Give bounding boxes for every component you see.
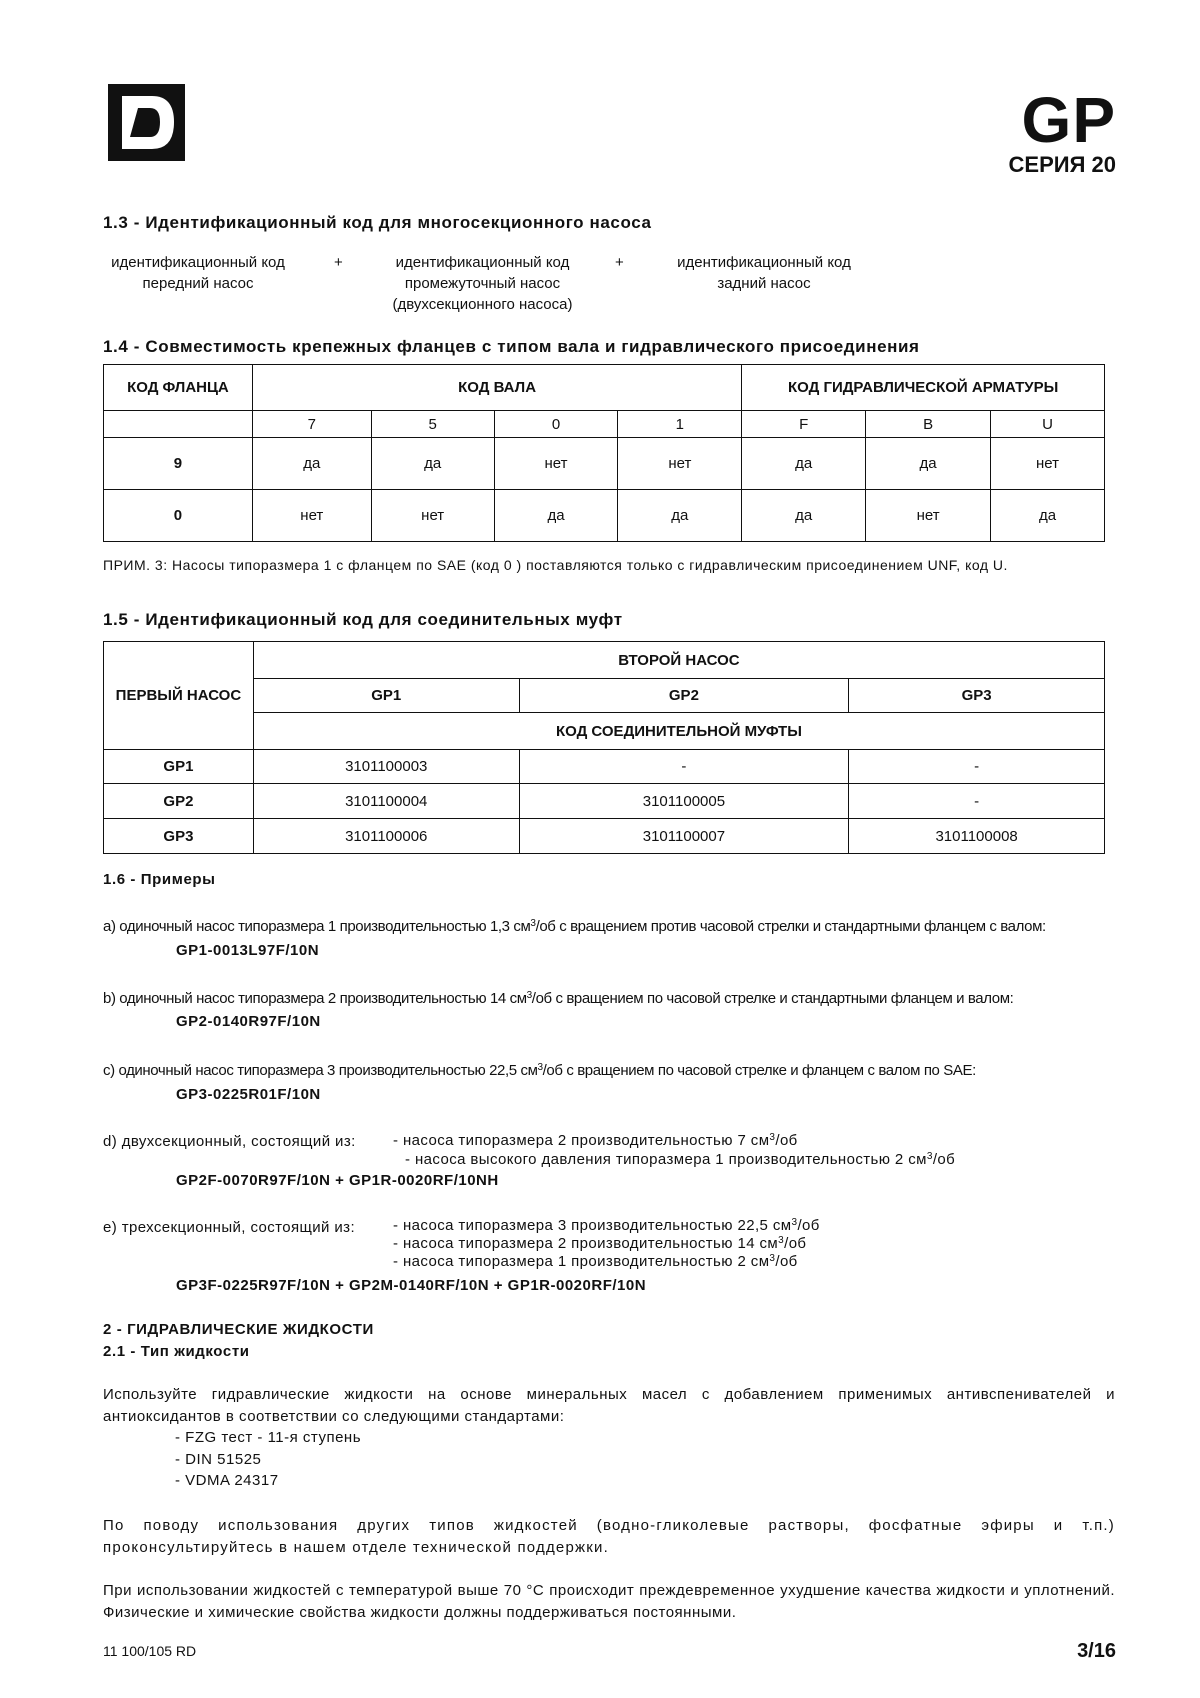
table-cell: нет xyxy=(252,490,371,542)
row-header: GP3 xyxy=(104,819,254,854)
table-cell: - xyxy=(849,750,1105,784)
row-header: GP2 xyxy=(104,784,254,819)
example-c-post: /об с вращением по часовой стрелке и фланцем с валом по SAE: xyxy=(542,1062,976,1079)
plus-sign: + xyxy=(334,254,343,271)
middle-pump-label-3: (двухсекционного насоса) xyxy=(392,296,573,313)
fluid-paragraph-2: По поводу использования других типов жидкостей (водно-гликолевые растворы, фосфатные эфиры и т.п.) проконсультируйтесь в нашем отделе технической поддержки. xyxy=(103,1517,1115,1556)
example-c-pre: c) одиночный насос типоразмера 3 производительностью 22,5 см xyxy=(103,1062,538,1079)
example-d-components xyxy=(393,1131,955,1169)
table-cell: 3101100004 xyxy=(253,784,519,819)
component-unit: /об xyxy=(784,1235,807,1252)
column-header: GP3 xyxy=(849,679,1105,713)
table-cell: нет xyxy=(991,438,1105,490)
component-line: - насоса типоразмера 3 производительностью 22,5 см xyxy=(393,1217,792,1234)
example-d-label: d) двухсекционный, состоящий из: xyxy=(103,1133,356,1150)
table-cell: - xyxy=(849,784,1105,819)
example-a-code: GP1-0013L97F/10N xyxy=(176,942,320,959)
superscript: 3 xyxy=(526,990,532,1001)
fitting-code-header: КОД ГИДРАВЛИЧЕСКОЙ АРМАТУРЫ xyxy=(742,365,1105,411)
example-b-text xyxy=(103,989,1013,1008)
table-row xyxy=(104,750,1105,784)
list-item: - VDMA 24317 xyxy=(175,1472,279,1489)
table-cell: - xyxy=(519,750,849,784)
column-header: GP2 xyxy=(519,679,849,713)
coupling-code-header: КОД СОЕДИНИТЕЛЬНОЙ МУФТЫ xyxy=(253,713,1104,750)
subheader-cell: U xyxy=(991,411,1105,438)
flange-compatibility-table xyxy=(103,364,1105,542)
second-pump-header: ВТОРОЙ НАСОС xyxy=(253,642,1104,679)
table-cell: да xyxy=(252,438,371,490)
table-cell: 3101100005 xyxy=(519,784,849,819)
table-cell: 3101100007 xyxy=(519,819,849,854)
row-header: GP1 xyxy=(104,750,254,784)
page-number: 3/16 xyxy=(1077,1640,1116,1662)
superscript: 3 xyxy=(926,1151,933,1162)
first-pump-header: ПЕРВЫЙ НАСОС xyxy=(104,642,254,750)
example-a-text xyxy=(103,917,1046,936)
table-cell: 3101100008 xyxy=(849,819,1105,854)
example-d-code: GP2F-0070R97F/10N + GP1R-0020RF/10NH xyxy=(176,1172,499,1189)
standards-list xyxy=(175,1427,361,1492)
component-line: - насоса высокого давления типоразмера 1 производительностью 2 см xyxy=(405,1151,927,1168)
column-header: GP1 xyxy=(253,679,519,713)
table-cell: да xyxy=(371,438,494,490)
component-unit: /об xyxy=(775,1132,798,1149)
middle-pump-label-2: промежуточный насос xyxy=(404,275,561,292)
component-line: - насоса типоразмера 2 производительностью 7 см xyxy=(393,1132,770,1149)
series-label: СЕРИЯ 20 xyxy=(1008,152,1116,177)
table-note: ПРИМ. 3: Насосы типоразмера 1 с фланцем по SAE (код 0 ) поставляются только с гидравлическим присоединением UNF, код U. xyxy=(103,557,1008,573)
superscript: 3 xyxy=(769,1253,776,1264)
document-number: 11 100/105 RD xyxy=(103,1643,197,1659)
table-cell: нет xyxy=(494,438,618,490)
middle-pump-label-1: идентификационный код xyxy=(395,254,570,271)
example-b-pre: b) одиночный насос типоразмера 2 производительностью 14 см xyxy=(103,990,527,1007)
coupling-code-table xyxy=(103,641,1105,854)
flange-code-cell: 9 xyxy=(104,438,253,490)
example-b-code: GP2-0140R97F/10N xyxy=(176,1013,321,1030)
subheader-cell: 7 xyxy=(252,411,371,438)
section-1-4-title: 1.4 - Совместимость крепежных фланцев с типом вала и гидравлического присоединения xyxy=(103,337,920,356)
superscript: 3 xyxy=(537,1062,543,1073)
example-c-code: GP3-0225R01F/10N xyxy=(176,1086,321,1103)
list-item: - DIN 51525 xyxy=(175,1450,262,1468)
shaft-code-header: КОД ВАЛА xyxy=(252,365,741,411)
subheader-cell: 1 xyxy=(618,411,742,438)
table-cell: да xyxy=(742,438,866,490)
table-cell: нет xyxy=(866,490,991,542)
table-cell: нет xyxy=(371,490,494,542)
component-line: - насоса типоразмера 2 производительностью 14 см xyxy=(393,1235,779,1252)
table-row xyxy=(104,490,1105,542)
flange-code-cell: 0 xyxy=(104,490,253,542)
series-code: GP xyxy=(1021,84,1116,156)
middle-pump-code xyxy=(380,252,585,315)
table-cell: 3101100003 xyxy=(253,750,519,784)
table-cell: да xyxy=(742,490,866,542)
company-logo xyxy=(108,84,185,161)
subheader-cell: 0 xyxy=(494,411,618,438)
table-cell: да xyxy=(991,490,1105,542)
table-cell: нет xyxy=(618,438,742,490)
table-cell: да xyxy=(866,438,991,490)
superscript: 3 xyxy=(791,1217,798,1228)
rear-pump-code xyxy=(664,252,864,294)
fluid-paragraph-3: При использовании жидкостей с температурой выше 70 °C происходит преждевременное ухудшение качества жидкости и уплотнений. Физические и химические свойства жидкости должны поддерживаться постоянными. xyxy=(103,1582,1115,1621)
table-cell: да xyxy=(618,490,742,542)
table-cell: 3101100006 xyxy=(253,819,519,854)
fluid-paragraph-1: Используйте гидравлические жидкости на основе минеральных масел с добавлением применимых антивспенивателей и антиоксидантов в соответствии со следующими стандартами: xyxy=(103,1386,1115,1425)
example-a-pre: a) одиночный насос типоразмера 1 производительностью 1,3 см xyxy=(103,918,531,935)
front-pump-label-2: передний насос xyxy=(142,275,254,292)
table-row xyxy=(104,438,1105,490)
front-pump-code xyxy=(103,252,293,294)
subheader-empty xyxy=(104,411,253,438)
example-e-components xyxy=(393,1217,820,1271)
rear-pump-label-1: идентификационный код xyxy=(677,254,851,271)
flange-code-header: КОД ФЛАНЦА xyxy=(104,365,253,411)
list-item: - FZG тест - 11-я ступень xyxy=(175,1429,362,1446)
logo-d-icon xyxy=(108,84,185,161)
section-2-title: 2 - ГИДРАВЛИЧЕСКИЕ ЖИДКОСТИ xyxy=(103,1321,374,1338)
example-c-text xyxy=(103,1061,976,1080)
superscript: 3 xyxy=(769,1132,776,1143)
superscript: 3 xyxy=(778,1235,785,1246)
superscript: 3 xyxy=(530,918,536,929)
component-line: - насоса типоразмера 1 производительностью 2 см xyxy=(393,1253,770,1270)
section-1-5-title: 1.5 - Идентификационный код для соединительных муфт xyxy=(103,610,623,629)
rear-pump-label-2: задний насос xyxy=(717,275,811,292)
section-1-3-title: 1.3 - Идентификационный код для многосекционного насоса xyxy=(103,213,652,232)
component-unit: /об xyxy=(932,1151,956,1168)
section-2-1-title: 2.1 - Тип жидкости xyxy=(103,1343,250,1360)
subheader-cell: B xyxy=(866,411,991,438)
subheader-cell: 5 xyxy=(371,411,494,438)
example-e-code: GP3F-0225R97F/10N + GP2M-0140RF/10N + GP1R-0020RF/10N xyxy=(176,1277,647,1294)
example-b-post: /об с вращением по часовой стрелке и стандартными фланцем и валом: xyxy=(531,990,1014,1007)
table-row xyxy=(104,784,1105,819)
front-pump-label-1: идентификационный код xyxy=(111,254,285,271)
table-row xyxy=(104,819,1105,854)
subheader-cell: F xyxy=(742,411,866,438)
example-e-label: e) трехсекционный, состоящий из: xyxy=(103,1219,356,1236)
component-unit: /об xyxy=(775,1253,798,1270)
component-unit: /об xyxy=(797,1217,820,1234)
section-1-6-title: 1.6 - Примеры xyxy=(103,871,216,888)
table-cell: да xyxy=(494,490,618,542)
example-a-post: /об с вращением против часовой стрелки и стандартными фланцем с валом: xyxy=(535,918,1046,935)
plus-sign: + xyxy=(615,254,624,271)
